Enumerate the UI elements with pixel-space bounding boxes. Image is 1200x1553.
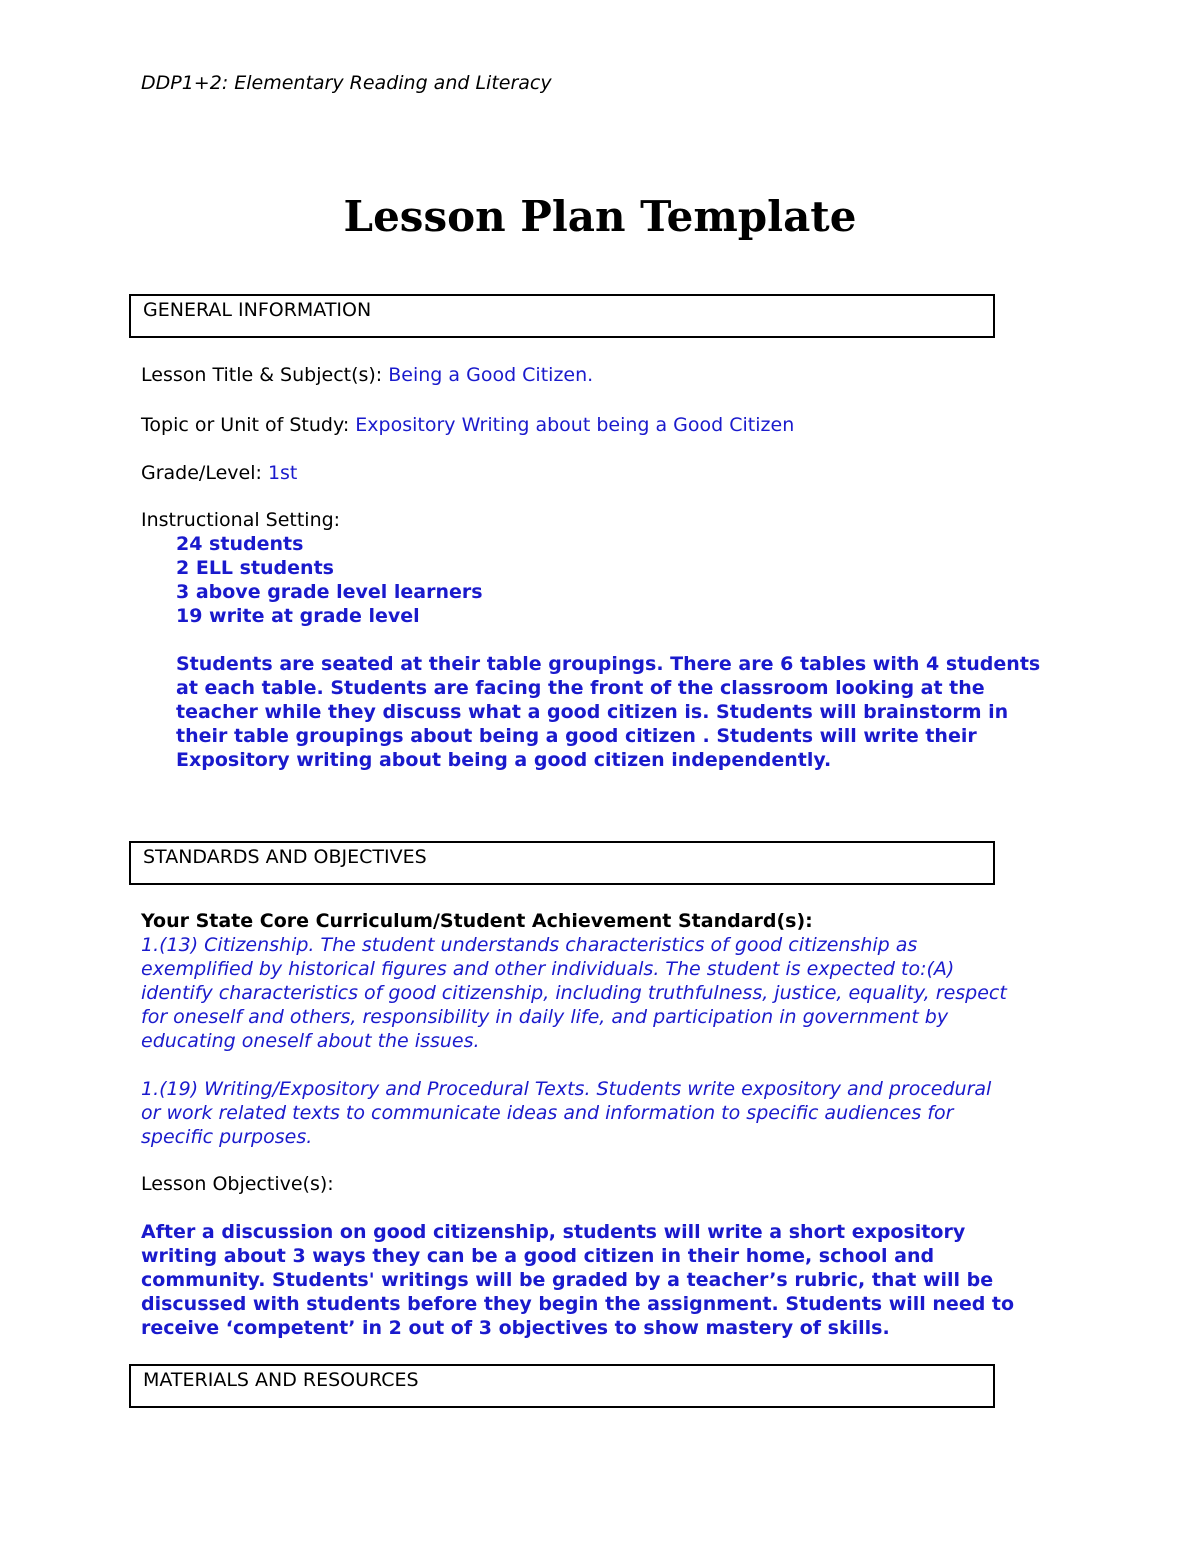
list-item: 3 above grade level learners <box>176 581 483 603</box>
core-curriculum-label: Your State Core Curriculum/Student Achievement Standard(s): <box>141 910 813 932</box>
grade-row <box>141 461 297 485</box>
text-line: discussed with students before they begin the assignment. Students will need to <box>141 1293 1015 1315</box>
grade-value: 1st <box>267 462 298 484</box>
text-line: specific purposes. <box>141 1126 313 1148</box>
standard-1 <box>141 933 1007 1053</box>
section-heading: STANDARDS AND OBJECTIVES <box>143 846 427 868</box>
text-line: Expository writing about being a good citizen independently. <box>176 749 832 771</box>
section-standards-objectives <box>129 841 995 885</box>
topic-value: Expository Writing about being a Good Citizen <box>355 414 795 436</box>
grade-label: Grade/Level: <box>141 462 262 484</box>
list-item: 2 ELL students <box>176 557 334 579</box>
text-line: at each table. Students are facing the front of the classroom looking at the <box>176 677 985 699</box>
text-line: 1.(19) Writing/Expository and Procedural Texts. Students write expository and procedural <box>141 1078 992 1100</box>
text-line: Students are seated at their table groupings. There are 6 tables with 4 students <box>176 653 1041 675</box>
lesson-title-row <box>141 363 593 387</box>
text-line: 1.(13) Citizenship. The student understands characteristics of good citizenship as <box>141 934 918 956</box>
setting-paragraph <box>176 652 1040 772</box>
text-line: exemplified by historical figures and other individuals. The student is expected to:(A) <box>141 958 955 980</box>
section-heading: GENERAL INFORMATION <box>143 299 372 321</box>
standard-2 <box>141 1077 991 1149</box>
text-line: writing about 3 ways they can be a good citizen in their home, school and <box>141 1245 935 1267</box>
document-header: DDP1+2: Elementary Reading and Literacy <box>141 72 552 94</box>
lesson-title-value: Being a Good Citizen. <box>388 364 594 386</box>
objective-paragraph <box>141 1220 1014 1340</box>
text-line: their table groupings about being a good citizen . Students will write their <box>176 725 977 747</box>
setting-list <box>176 532 483 628</box>
text-line: receive ‘competent’ in 2 out of 3 objectives to show mastery of skills. <box>141 1317 890 1339</box>
section-general-information <box>129 294 995 338</box>
section-materials-resources <box>129 1364 995 1408</box>
list-item: 24 students <box>176 533 304 555</box>
setting-label: Instructional Setting: <box>141 509 341 531</box>
text-line: community. Students' writings will be graded by a teacher’s rubric, that will be <box>141 1269 994 1291</box>
text-line: After a discussion on good citizenship, students will write a short expository <box>141 1221 966 1243</box>
topic-row <box>141 413 794 437</box>
text-line: educating oneself about the issues. <box>141 1030 480 1052</box>
text-line: for oneself and others, responsibility in daily life, and participation in government by <box>141 1006 949 1028</box>
topic-label: Topic or Unit of Study: <box>141 414 350 436</box>
text-line: identify characteristics of good citizenship, including truthfulness, justice, equality, respect <box>141 982 1007 1004</box>
lesson-title-label: Lesson Title & Subject(s): <box>141 364 383 386</box>
objective-label: Lesson Objective(s): <box>141 1173 334 1195</box>
list-item: 19 write at grade level <box>176 605 420 627</box>
text-line: or work related texts to communicate ideas and information to specific audiences for <box>141 1102 954 1124</box>
text-line: teacher while they discuss what a good citizen is. Students will brainstorm in <box>176 701 1009 723</box>
section-heading: MATERIALS AND RESOURCES <box>143 1369 419 1391</box>
page-title: Lesson Plan Template <box>343 192 857 241</box>
